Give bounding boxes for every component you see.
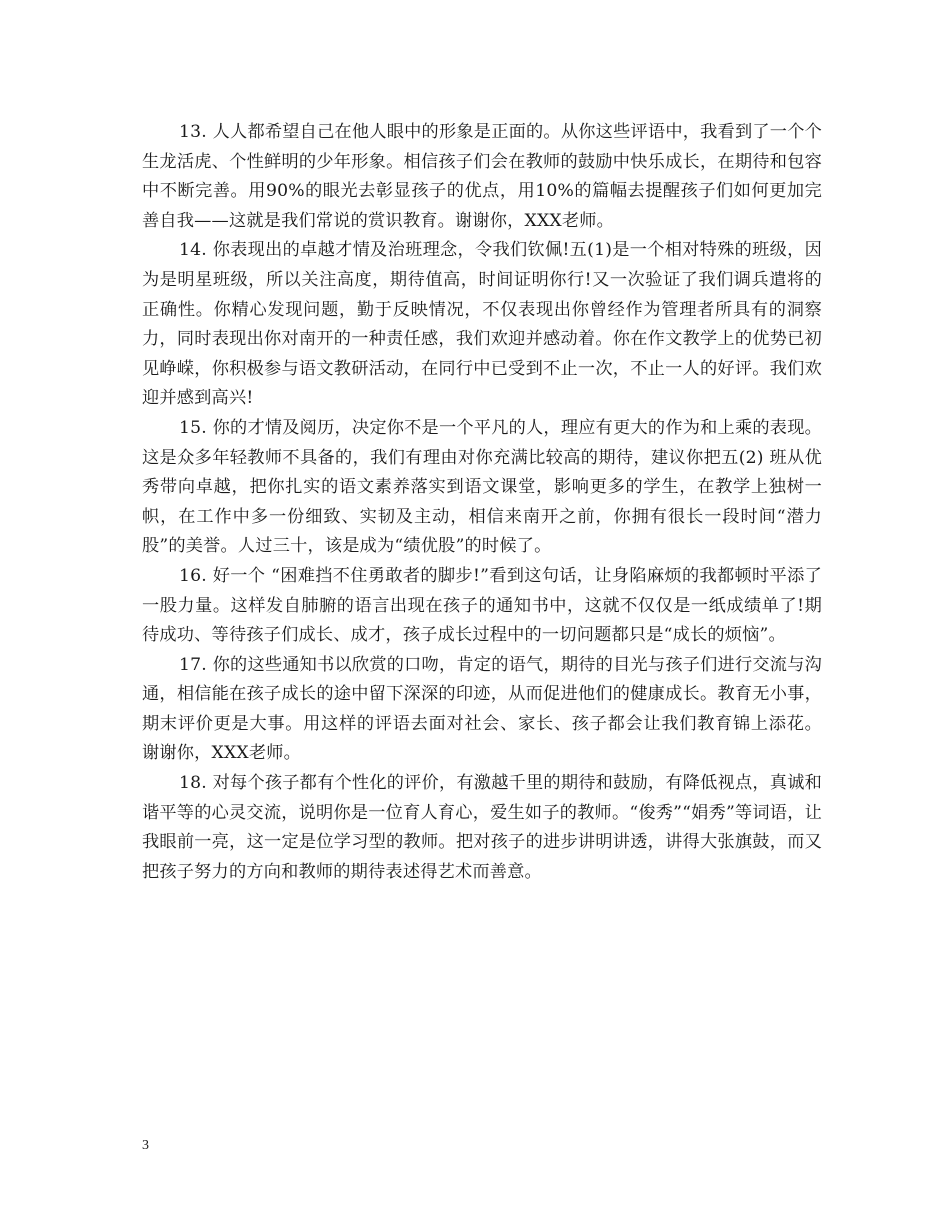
paragraph-17: 17. 你的这些通知书以欣赏的口吻，肯定的语气，期待的目光与孩子们进行交流与沟通，相信能在孩子成长的途中留下深深的印迹，从而促进他们的健康成长。教育无小事，期末评价更是大事。用这样的评语去面对社会、家长、孩子都会让我们教育锦上添花。 谢谢你，XXX老师。 xyxy=(142,654,822,764)
paragraph-14: 14. 你表现出的卓越才情及治班理念，令我们钦佩!五(1)是一个相对特殊的班级，因为是明星班级，所以关注高度，期待值高，时间证明你行!又一次验证了我们调兵遣将的正确性。你精心发现问题，勤于反映情况，不仅表现出你曾经作为管理者所具有的洞察力，同时表现出你对南开的一种责任感，我们欢迎并感动着。你在作文教学上的优势已初见峥嵘，你积极参与语文教研活动，在同行中已受到不止一次，不止一人的好评。我们欢迎并感到高兴! xyxy=(142,240,822,409)
page-number: 3 xyxy=(142,1138,149,1153)
paragraph-16: 16. 好一个 “困难挡不住勇敢者的脚步!”看到这句话，让身陷麻烦的我都顿时平添了一股力量。这样发自肺腑的语言出现在孩子的通知书中，这就不仅仅是一纸成绩单了!期待成功、等待孩子们成长、成才，孩子成长过程中的一切问题都只是“成长的烦恼”。 xyxy=(142,565,822,646)
paragraph-13: 13. 人人都希望自己在他人眼中的形象是正面的。从你这些评语中，我看到了一个个生龙活虎、个性鲜明的少年形象。相信孩子们会在教师的鼓励中快乐成长，在期待和包容中不断完善。用90%的眼光去彰显孩子的优点，用10%的篇幅去提醒孩子们如何更加完善自我——这就是我们常说的赏识教育。谢谢你，XXX老师。 xyxy=(142,122,822,231)
paragraph-15: 15. 你的才情及阅历，决定你不是一个平凡的人，理应有更大的作为和上乘的表现。这是众多年轻教师不具备的，我们有理由对你充满比较高的期待，建议你把五(2) 班从优秀带向卓越，把你扎实的语文素养落实到语文课堂，影响更多的学生，在教学上独树一帜，在工作中多一份细致、实韧及主动，相信来南开之前，你拥有很长一段时间“潜力股”的美誉。人过三十，该是成为“绩优股”的时候了。 xyxy=(142,417,822,557)
document-body xyxy=(142,118,822,887)
paragraph-18: 18. 对每个孩子都有个性化的评价，有激越千里的期待和鼓励，有降低视点，真诚和谐平等的心灵交流，说明你是一位育人育心，爱生如子的教师。“俊秀”“娟秀”等词语，让我眼前一亮，这一定是位学习型的教师。把对孩子的进步讲明讲透，讲得大张旗鼓，而又把孩子努力的方向和教师的期待表述得艺术而善意。 xyxy=(142,773,822,882)
